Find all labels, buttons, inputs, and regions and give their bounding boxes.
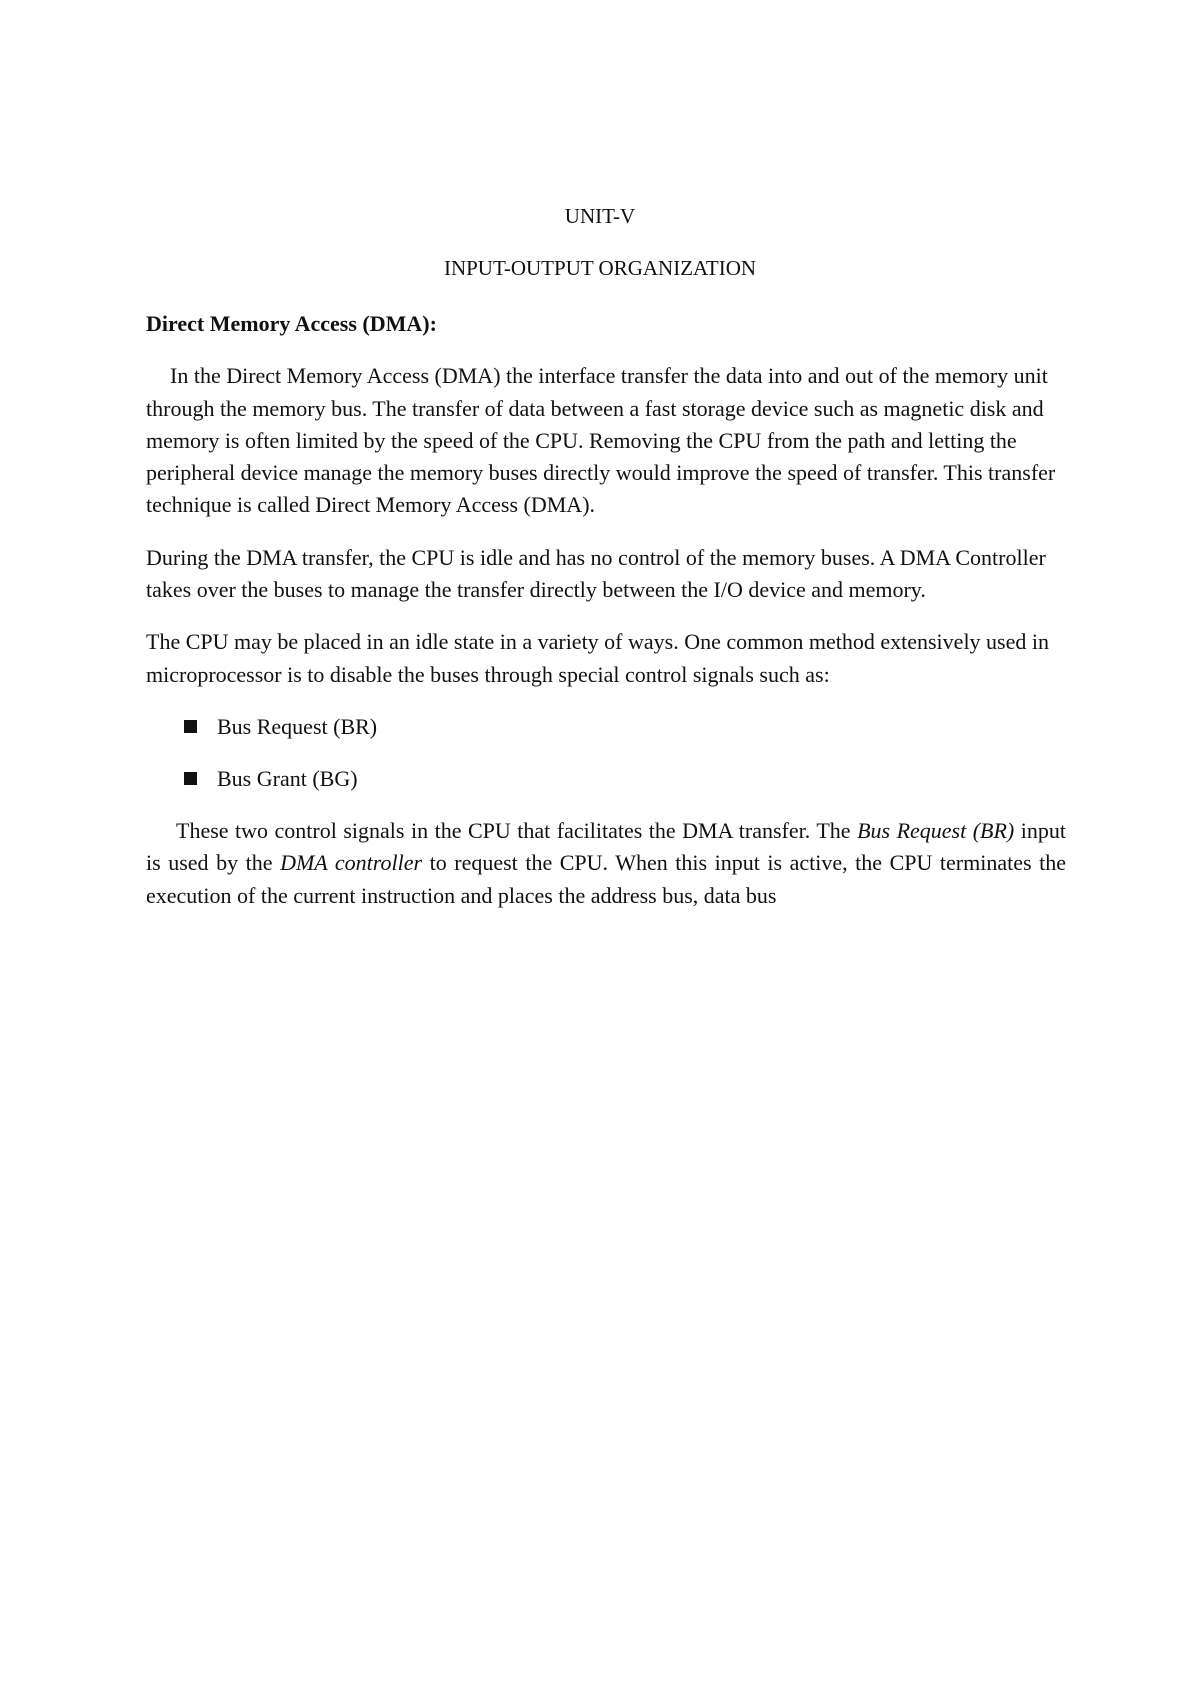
list-item-label: Bus Grant (BG) [217, 765, 358, 791]
italic-term-dma-controller: DMA controller [280, 850, 423, 876]
list-item [184, 711, 1066, 743]
list-item [184, 763, 1066, 795]
text-run: input is used by the [146, 817, 1066, 876]
text-run: These two control signals in the CPU that facilitates the DMA transfer. The [176, 817, 858, 843]
paragraph-dma-intro: In the Direct Memory Access (DMA) the interface transfer the data into and out of the memory unit through the memory bus. The transfer of data between a fast storage device such as magnetic disk and memory is often limited by the speed of the CPU. Removing the CPU from the path and letting the peripheral device manage the memory buses directly would improve the speed of transfer. This transfer technique is called Direct Memory Access (DMA). [146, 363, 1056, 518]
unit-title: UNIT-V [564, 204, 636, 228]
text-run: to request the CPU. When this input is active, the CPU terminates the execution of the current instruction and places the address bus, data bus [146, 850, 1066, 908]
section-heading: Direct Memory Access (DMA): [146, 311, 437, 336]
paragraph-dma-transfer: During the DMA transfer, the CPU is idle and has no control of the memory buses. A DMA Controller takes over the buses to manage the transfer directly between the I/O device and memory. [146, 544, 1046, 603]
square-bullet-icon [184, 772, 197, 785]
square-bullet-icon [184, 720, 197, 733]
chapter-title: INPUT-OUTPUT ORGANIZATION [443, 256, 757, 280]
list-item-label: Bus Request (BR) [217, 713, 378, 739]
paragraph-idle-state: The CPU may be placed in an idle state in a variety of ways. One common method extensively used in microprocessor is to disable the buses through special control signals such as: [146, 629, 1049, 687]
control-signal-list [146, 711, 1066, 795]
document-body [146, 308, 1066, 932]
italic-term-bus-request: Bus Request (BR) [857, 817, 1015, 843]
paragraph-control-signals [146, 815, 1066, 912]
